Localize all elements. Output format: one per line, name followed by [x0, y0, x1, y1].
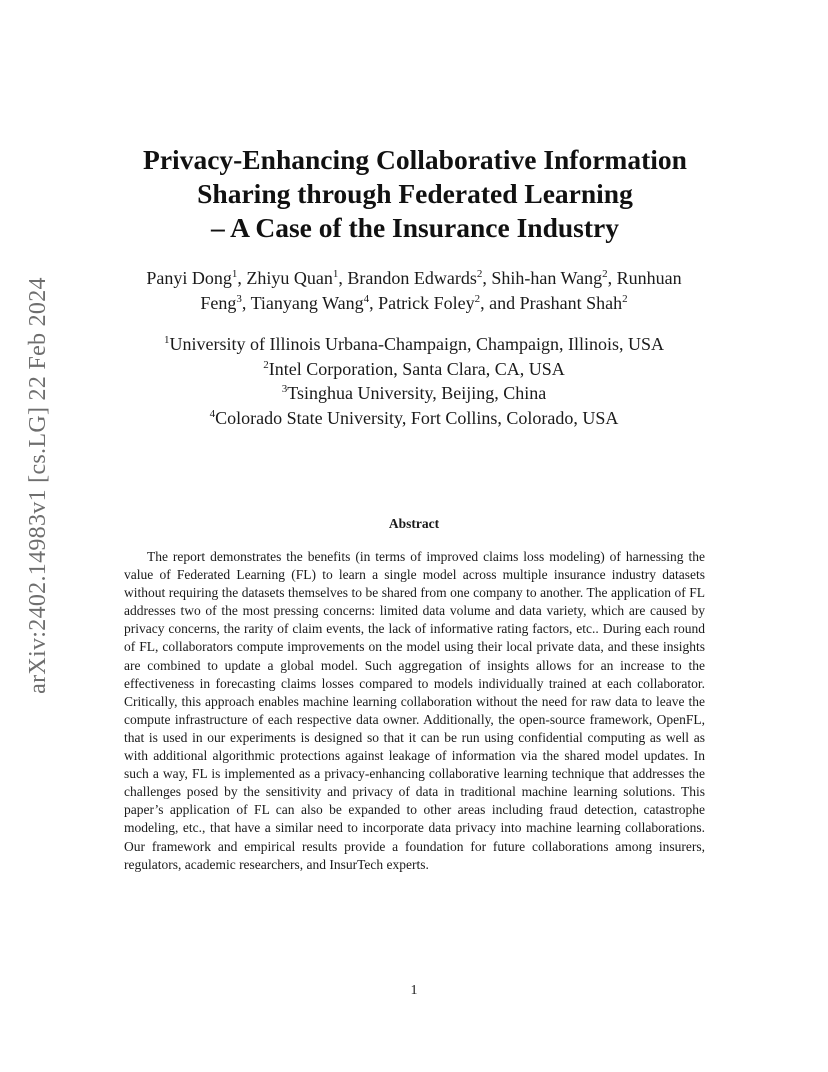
author-affiliation-mark: 4	[363, 293, 370, 305]
paper-title	[90, 143, 740, 245]
arxiv-identifier-stamp	[16, 276, 60, 694]
author-name: Prashant Shah	[519, 293, 623, 313]
author-name-part: Runhuan	[616, 268, 682, 288]
affiliation-mark: 2	[263, 358, 269, 371]
affiliation-text: University of Illinois Urbana-Champaign, Champaign, Illinois, USA	[169, 334, 664, 354]
affiliation-text: Colorado State University, Fort Collins, Colorado, USA	[215, 407, 619, 428]
author-name: Zhiyu Quan	[246, 268, 333, 288]
affiliation-list	[88, 332, 740, 430]
affiliation-item	[88, 406, 740, 431]
author-line-1: Panyi Dong$^1$, Zhiyu Quan$^1$, Brandon Edwards$^2$, Shih-han Wang$^2$, Runhuan	[146, 268, 682, 288]
author-name: Patrick Foley	[378, 293, 475, 313]
title-line: – A Case of the Insurance Industry	[211, 212, 619, 243]
abstract-body: The report demonstrates the benefits (in terms of improved claims loss modeling) of harnessing the value of Federated Learning (FL) to learn a single model across multiple insurance industry datasets without requiring the datasets themselves to be shared from one company to another. The application of FL addresses two of the most pressing concerns: limited data volume and data variety, which are caused by privacy concerns, the rarity of claim events, the lack of informative rating factors, etc.. During each round of FL, collaborators compute improvements on the model using their local private data, and these insights are combined to update a global model. Such aggregation of insights allows for an increase to the effectiveness in forecasting claims losses compared to models individually trained at each collaborator. Critically, this approach enables machine learning collaboration without the need for raw data to leave the compute infrastructure of each respective data owner. Additionally, the open-source framework, OpenFL, that is used in our experiments is designed so that it can be run using confidential computing as well as with additional algorithmic protections against leakage of information via the shared model updates. In such a way, FL is implemented as a privacy-enhancing collaborative learning technique that addresses the challenges posed by the sensitivity and privacy of data in traditional machine learning solutions. This paper’s application of FL can also be expanded to other areas including fraud detection, catastrophe modeling, etc., that have a similar need to incorporate data privacy into machine learning collaborations. Our framework and empirical results provide a foundation for future collaborations among insurers, regulators, academic researchers, and InsurTech experts.	[124, 549, 705, 872]
author-name: Tianyang Wang	[250, 293, 364, 313]
author-name-part: Feng	[200, 293, 237, 313]
author-affiliation-mark: 2	[622, 293, 628, 305]
author-name: Panyi Dong	[146, 268, 232, 288]
affiliation-item	[88, 357, 740, 382]
abstract-heading: Abstract	[388, 516, 440, 531]
affiliation-mark: 4	[209, 407, 216, 420]
title-line: Sharing through Federated Learning	[197, 178, 633, 209]
author-affiliation-mark: 2	[602, 268, 608, 280]
arxiv-identifier-text: arXiv:2402.14983v1 [cs.LG] 22 Feb 2024	[24, 276, 51, 694]
affiliation-mark: 3	[281, 383, 288, 395]
affiliation-mark: 1	[164, 334, 170, 346]
author-affiliation-mark: 3	[236, 293, 242, 305]
author-name: Shih-han Wang	[491, 268, 603, 288]
author-connector: and	[489, 293, 516, 313]
author-name: Brandon Edwards	[347, 268, 477, 288]
author-line-2: Feng$^3$, Tianyang Wang$^4$, Patrick Foley$^2$, and Prashant Shah$^2$	[200, 293, 628, 313]
author-affiliation-mark: 1	[231, 268, 238, 280]
author-affiliation-mark: 2	[476, 268, 483, 280]
affiliation-item	[88, 381, 740, 406]
author-list	[88, 266, 740, 316]
affiliation-text: Tsinghua University, Beijing, China	[287, 383, 547, 403]
author-affiliation-mark: 1	[332, 268, 339, 280]
title-line: Privacy-Enhancing Collaborative Information	[143, 144, 687, 175]
affiliation-item	[88, 332, 740, 357]
author-affiliation-mark: 2	[474, 293, 481, 305]
affiliation-text: Intel Corporation, Santa Clara, CA, USA	[268, 358, 565, 379]
page-number: 1	[410, 983, 418, 998]
